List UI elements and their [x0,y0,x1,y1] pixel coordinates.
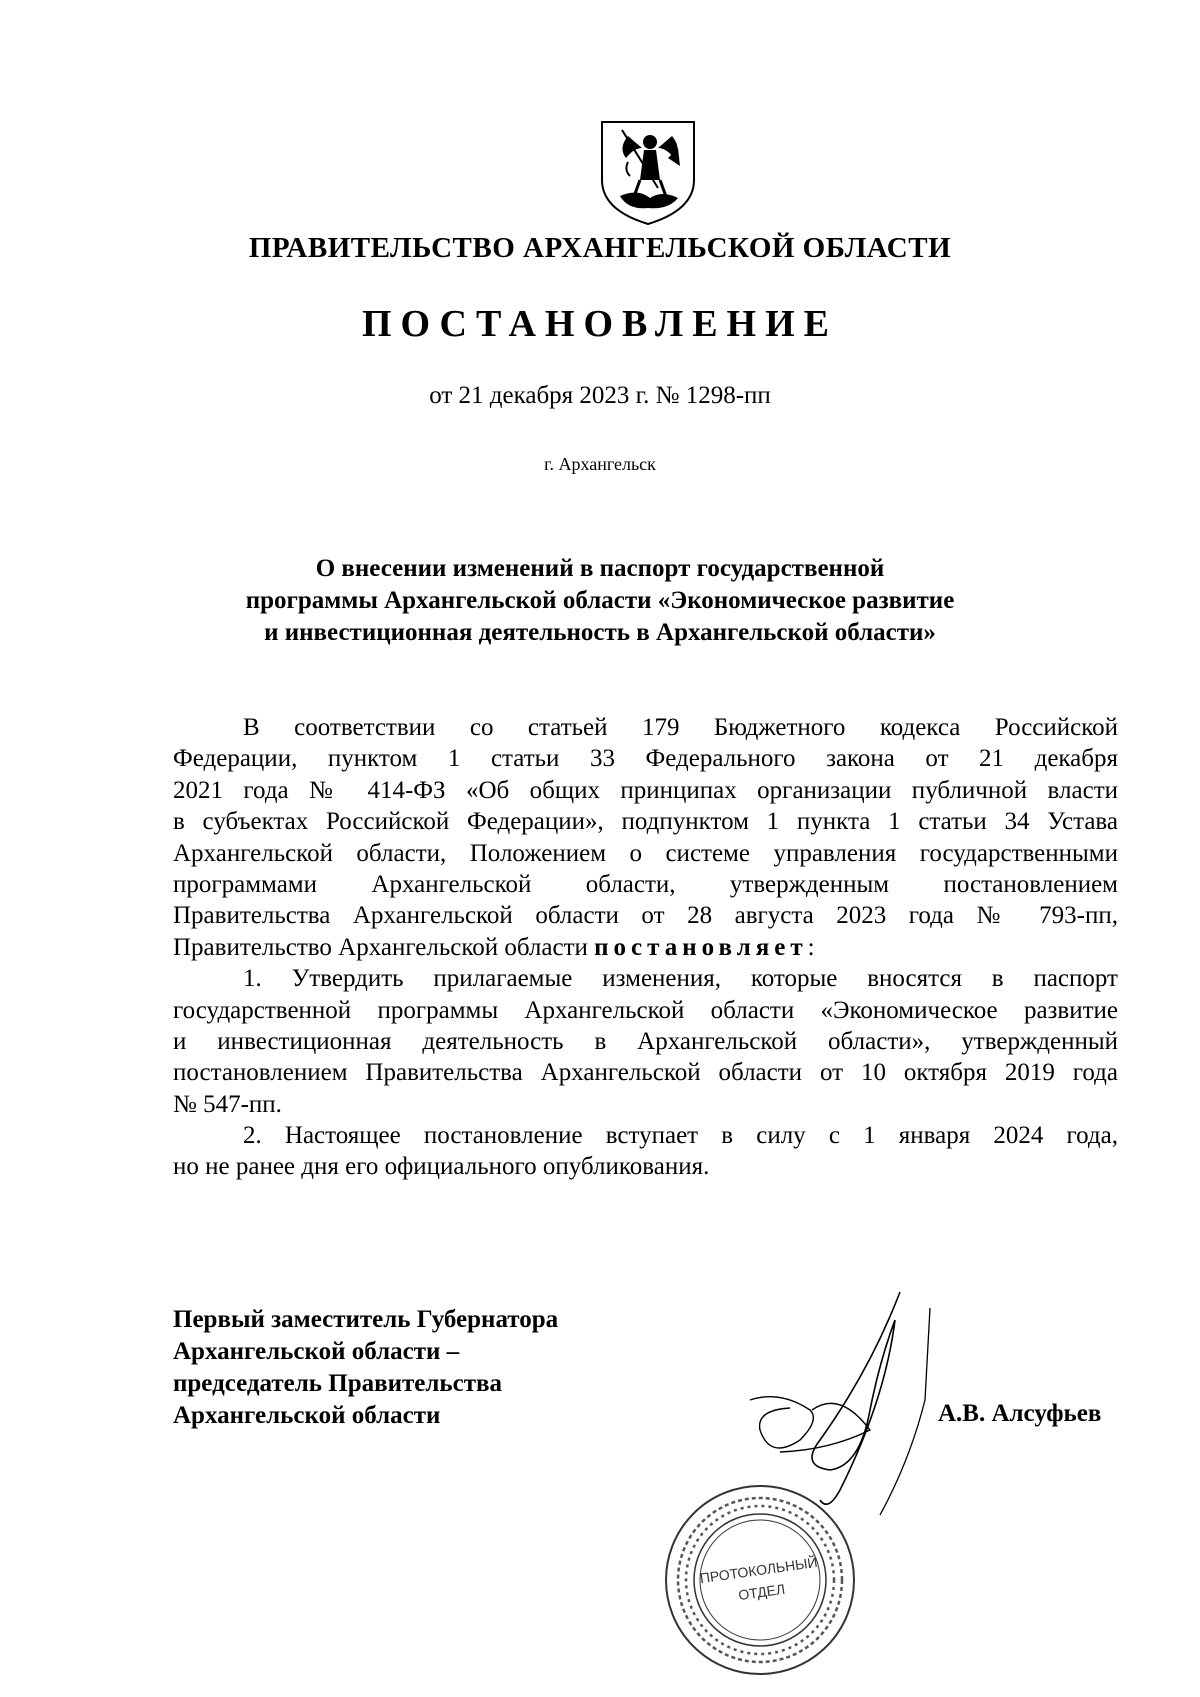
stamp-line-1: ПРОТОКОЛЬНЫЙ [698,1553,819,1587]
item1-line: 1. Утвердить прилагаемые изменения, которые вносятся в паспорт [243,965,1118,993]
resolves-prefix: Правительство Архангельской области [173,933,588,961]
body-line: Федерации, пунктом 1 статьи 33 Федерального закона от 21 декабря [173,745,1118,773]
handwritten-signature [720,1290,940,1520]
body-line: В соответствии со статьей 179 Бюджетного кодекса Российской [243,714,1118,741]
body-line: в субъектах Российской Федерации», подпунктом 1 пункта 1 статьи 34 Устава [173,808,1118,836]
body-line: программами Архангельской области, утвержденным постановлением [173,870,1118,898]
title-line: и инвестиционная деятельность в Архангельской области» [264,619,936,646]
document-city: г. Архангельск [544,454,656,474]
title-line: О внесении изменений в паспорт государственной [315,555,885,582]
item1-line: № 547-пп. [173,1090,282,1118]
item1-line: государственной программы Архангельской области «Экономическое развитие [173,996,1118,1024]
organization-name: ПРАВИТЕЛЬСТВО АРХАНГЕЛЬСКОЙ ОБЛАСТИ [248,232,952,264]
resolves-suffix: : [807,933,815,961]
document-body [173,712,1118,1183]
body-line: Правительства Архангельской области от 28 августа 2023 года № 793-пп, [173,902,1118,930]
resolves-line [173,932,1118,963]
coat-of-arms-emblem [598,118,698,228]
document-date-number: от 21 декабря 2023 г. № 1298-пп [429,382,771,409]
document-title [150,553,1050,649]
title-line: программы Архангельской области «Экономическое развитие [245,587,955,614]
item1-line: постановлением Правительства Архангельской области от 10 октября 2019 года [173,1059,1118,1087]
position-line: Первый заместитель Губернатора [173,1306,559,1333]
item1-line: и инвестиционная деятельность в Архангельской области», утвержденный [173,1027,1118,1055]
resolves-word: постановляет [594,933,808,961]
body-line: Архангельской области, Положением о системе управления государственными [173,839,1118,867]
stamp-line-2: ОТДЕЛ [737,1580,787,1604]
position-line: Архангельской области – [173,1338,460,1365]
signer-name: А.В. Алсуфьев [938,1400,1102,1427]
signatory-position [173,1304,558,1432]
position-line: Архангельской области [173,1402,441,1429]
document-type: ПОСТАНОВЛЕНИЕ [361,303,839,345]
position-line: председатель Правительства [173,1370,503,1397]
item2-line: 2. Настоящее постановление вступает в силу с 1 января 2024 года, [243,1122,1118,1150]
body-line: 2021 года № 414-ФЗ «Об общих принципах организации публичной власти [173,776,1118,804]
item2-line: но не ранее дня его официального опубликования. [173,1153,710,1181]
